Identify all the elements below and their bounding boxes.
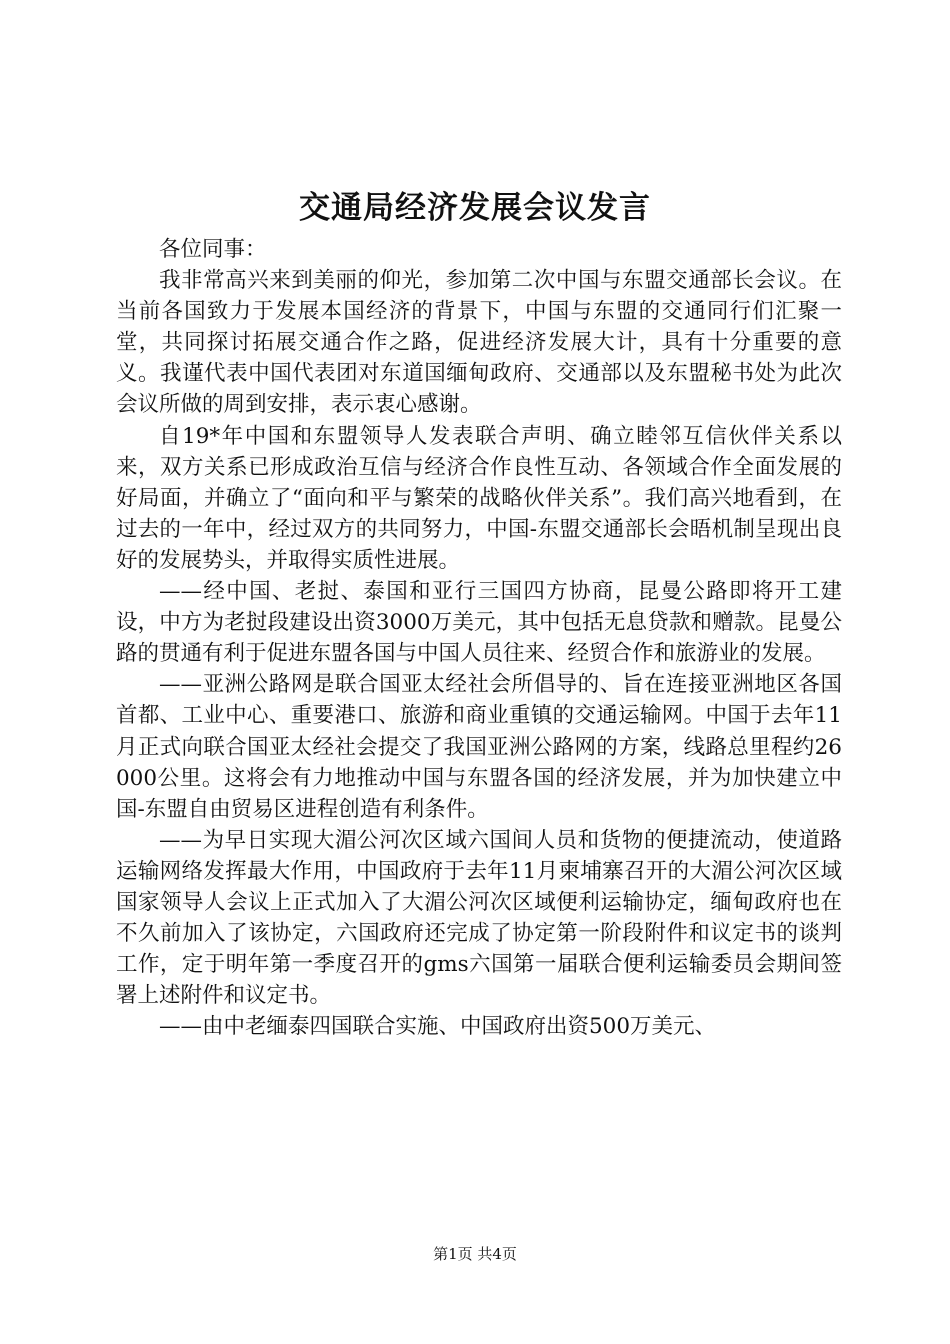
paragraph: ——亚洲公路网是联合国亚太经社会所倡导的、旨在连接亚洲地区各国首都、工业中心、重要港口、旅游和商业重镇的交通运输网。中国于去年11月正式向联合国亚太经社会提交了我国亚洲公路网的方案，线路总里程约26000公里。这将会有力地推动中国与东盟各国的经济发展，并为加快建立中国-东盟自由贸易区进程创造有利条件。 — [116, 672, 842, 822]
paragraph: ——为早日实现大湄公河次区域六国间人员和货物的便捷流动，使道路运输网络发挥最大作用，中国政府于去年11月柬埔寨召开的大湄公河次区域国家领导人会议上正式加入了大湄公河次区域便利运输协定，缅甸政府也在不久前加入了该协定，六国政府还完成了协定第一阶段附件和议定书的谈判工作，定于明年第一季度召开的gms六国第一届联合便利运输委员会期间签署上述附件和议定书。 — [116, 827, 842, 1009]
document-title: 交通局经济发展会议发言 — [299, 190, 651, 226]
paragraph: 自19*年中国和东盟领导人发表联合声明、确立睦邻互信伙伴关系以来，双方关系已形成政治互信与经济合作良性互动、各领域合作全面发展的好局面，并确立了“面向和平与繁荣的战略伙伴关系”。我们高兴地看到，在过去的一年中，经过双方的共同努力，中国-东盟交通部长会晤机制呈现出良好的发展势头，并取得实质性进展。 — [116, 423, 842, 573]
document-body — [116, 234, 842, 1042]
page-footer: 第1页 共4页 — [433, 1245, 517, 1263]
paragraph: 我非常高兴来到美丽的仰光，参加第二次中国与东盟交通部长会议。在当前各国致力于发展本国经济的背景下，中国与东盟的交通同行们汇聚一堂，共同探讨拓展交通合作之路，促进经济发展大计，具有十分重要的意义。我谨代表中国代表团对东道国缅甸政府、交通部以及东盟秘书处为此次会议所做的周到安排，表示衷心感谢。 — [116, 268, 842, 418]
paragraph: ——由中老缅泰四国联合实施、中国政府出资500万美元、 — [159, 1014, 717, 1040]
paragraph: ——经中国、老挝、泰国和亚行三国四方协商，昆曼公路即将开工建设，中方为老挝段建设出资3000万美元，其中包括无息贷款和赠款。昆曼公路的贯通有利于促进东盟各国与中国人员往来、经贸合作和旅游业的发展。 — [116, 579, 842, 667]
greeting-line: 各位同事： — [159, 237, 267, 262]
